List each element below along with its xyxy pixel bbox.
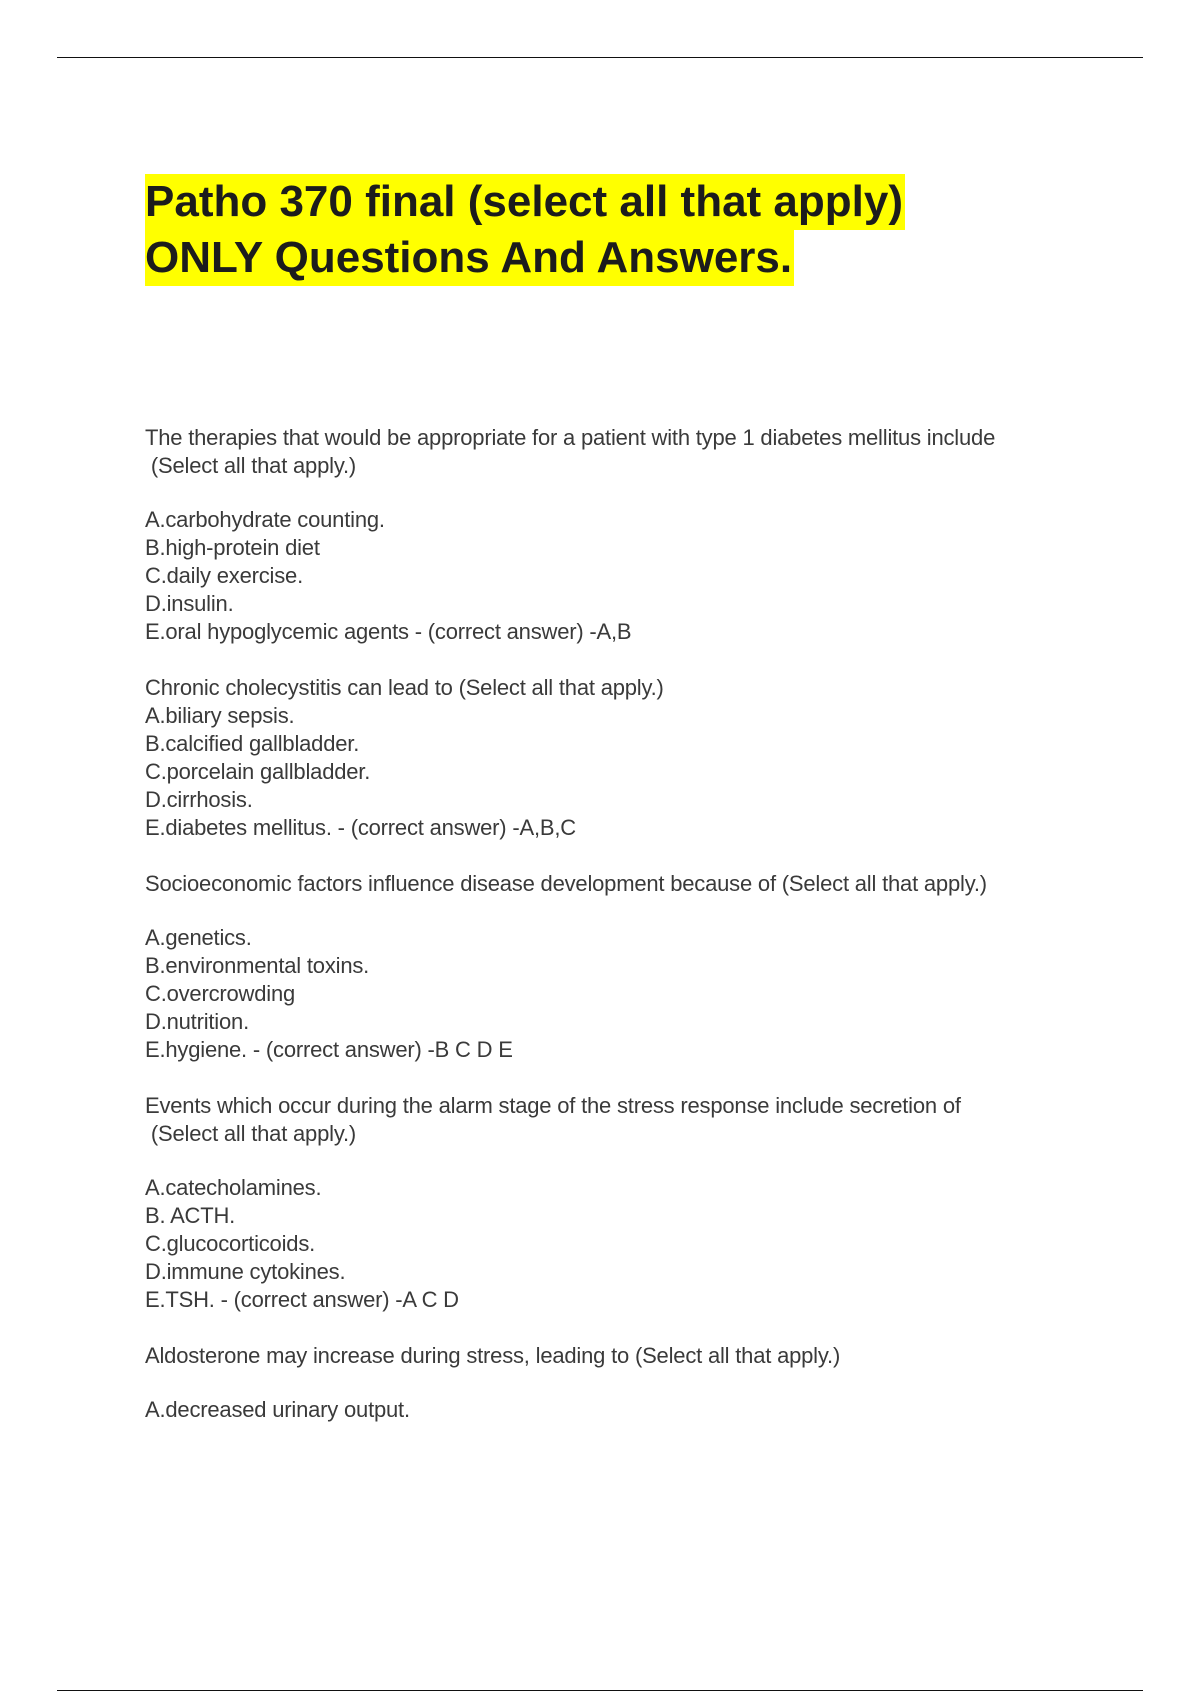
document-title — [145, 174, 1045, 286]
bottom-divider — [57, 1690, 1143, 1691]
answer-option-with-answer: E.hygiene. - (correct answer) -B C D E — [145, 1037, 513, 1062]
answer-option: D.immune cytokines. — [145, 1259, 346, 1284]
question-stem: Aldosterone may increase during stress, leading to (Select all that apply.) — [145, 1343, 841, 1368]
answer-option: C.overcrowding — [145, 981, 296, 1006]
answer-option-with-answer: E.diabetes mellitus. - (correct answer) -A,B,C — [145, 815, 576, 840]
answer-option: D.nutrition. — [145, 1009, 249, 1034]
answer-option: A.carbohydrate counting. — [145, 507, 385, 532]
question-stem: (Select all that apply.) — [145, 453, 357, 478]
questions-content — [145, 424, 1105, 1424]
question-block — [145, 1092, 1105, 1314]
title-line-1: Patho 370 final (select all that apply) — [145, 174, 905, 230]
answer-option: C.glucocorticoids. — [145, 1231, 316, 1256]
answer-option: B. ACTH. — [145, 1203, 236, 1228]
question-stem: Socioeconomic factors influence disease development because of (Select all that apply.) — [145, 871, 987, 896]
answer-option-with-answer: E.TSH. - (correct answer) -A C D — [145, 1287, 459, 1312]
answer-option: A.biliary sepsis. — [145, 703, 295, 728]
question-block — [145, 870, 1105, 1064]
answer-option: B.environmental toxins. — [145, 953, 370, 978]
question-stem: Chronic cholecystitis can lead to (Select all that apply.) — [145, 675, 664, 700]
question-block — [145, 674, 1105, 842]
answer-option: D.insulin. — [145, 591, 234, 616]
top-divider — [57, 57, 1143, 58]
question-stem: (Select all that apply.) — [145, 1121, 357, 1146]
answer-option: A.genetics. — [145, 925, 252, 950]
answer-option: C.daily exercise. — [145, 563, 303, 588]
answer-option-with-answer: E.oral hypoglycemic agents - (correct answer) -A,B — [145, 619, 632, 644]
answer-option: B.high-protein diet — [145, 535, 320, 560]
answer-option: A.decreased urinary output. — [145, 1397, 410, 1422]
question-stem: Events which occur during the alarm stage of the stress response include secretion of — [145, 1093, 961, 1118]
answer-option: B.calcified gallbladder. — [145, 731, 360, 756]
question-block — [145, 424, 1105, 646]
answer-option: A.catecholamines. — [145, 1175, 322, 1200]
title-line-2: ONLY Questions And Answers. — [145, 230, 794, 286]
answer-option: C.porcelain gallbladder. — [145, 759, 371, 784]
question-block — [145, 1342, 1105, 1424]
question-stem: The therapies that would be appropriate for a patient with type 1 diabetes mellitus include — [145, 425, 996, 450]
answer-option: D.cirrhosis. — [145, 787, 253, 812]
